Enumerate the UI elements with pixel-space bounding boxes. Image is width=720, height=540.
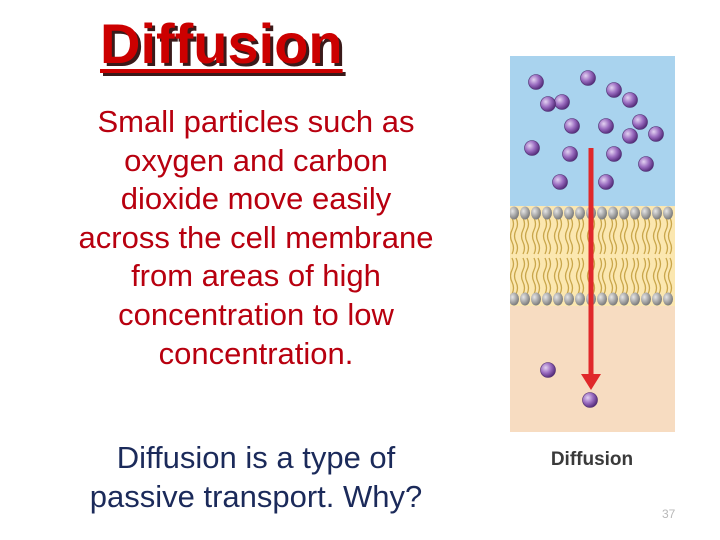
text-line: oxygen and carbon — [124, 142, 388, 178]
particle — [649, 127, 664, 142]
particle — [525, 141, 540, 156]
phospholipid-head — [564, 293, 574, 306]
particle — [541, 97, 556, 112]
phospholipid-head — [531, 207, 541, 220]
phospholipid-head — [553, 207, 563, 220]
phospholipid-head — [663, 207, 673, 220]
phospholipid-head — [652, 293, 662, 306]
diffusion-membrane-illustration — [510, 56, 675, 480]
particle — [529, 75, 544, 90]
slide-title: Diffusion — [100, 12, 343, 75]
phospholipid-head — [619, 207, 629, 220]
phospholipid-head — [520, 293, 530, 306]
particle — [599, 175, 614, 190]
text-line: across the cell membrane — [78, 219, 434, 255]
phospholipid-head — [597, 207, 607, 220]
particle — [583, 393, 598, 408]
phospholipid-head — [553, 293, 563, 306]
phospholipid-head — [619, 293, 629, 306]
figure-caption: Diffusion — [550, 449, 634, 470]
text-line: from areas of high — [131, 258, 381, 294]
phospholipid-head — [608, 207, 618, 220]
text-line: dioxide move easily — [120, 181, 392, 217]
phospholipid-head — [564, 207, 574, 220]
phospholipid-head — [531, 293, 541, 306]
particle — [599, 119, 614, 134]
particle — [623, 93, 638, 108]
phospholipid-head — [630, 293, 640, 306]
particle — [555, 95, 570, 110]
particle — [607, 147, 622, 162]
phospholipid-head — [597, 293, 607, 306]
particle — [633, 115, 648, 130]
body-paragraph-passive-transport — [18, 438, 494, 516]
particle — [581, 71, 596, 86]
text-line: concentration. — [158, 335, 354, 371]
phospholipid-head — [520, 207, 530, 220]
phospholipid-head — [575, 293, 585, 306]
phospholipid-head — [641, 207, 651, 220]
phospholipid-head — [542, 293, 552, 306]
phospholipid-head — [652, 207, 662, 220]
phospholipid-head — [542, 207, 552, 220]
phospholipid-head — [608, 293, 618, 306]
body-paragraph-diffusion-description — [18, 103, 494, 373]
text-line: concentration to low — [118, 296, 394, 332]
text-line: Small particles such as — [97, 104, 415, 139]
particle — [563, 147, 578, 162]
particle — [541, 363, 556, 378]
page-number: 37 — [662, 507, 676, 521]
particle — [623, 129, 638, 144]
phospholipid-head — [630, 207, 640, 220]
particle — [565, 119, 580, 134]
particle — [639, 157, 654, 172]
text-line: Diffusion is a type of — [116, 440, 396, 475]
phospholipid-head — [575, 207, 585, 220]
particle — [607, 83, 622, 98]
particle — [553, 175, 568, 190]
phospholipid-head — [663, 293, 673, 306]
text-line: passive transport. Why? — [89, 479, 423, 514]
phospholipid-head — [641, 293, 651, 306]
